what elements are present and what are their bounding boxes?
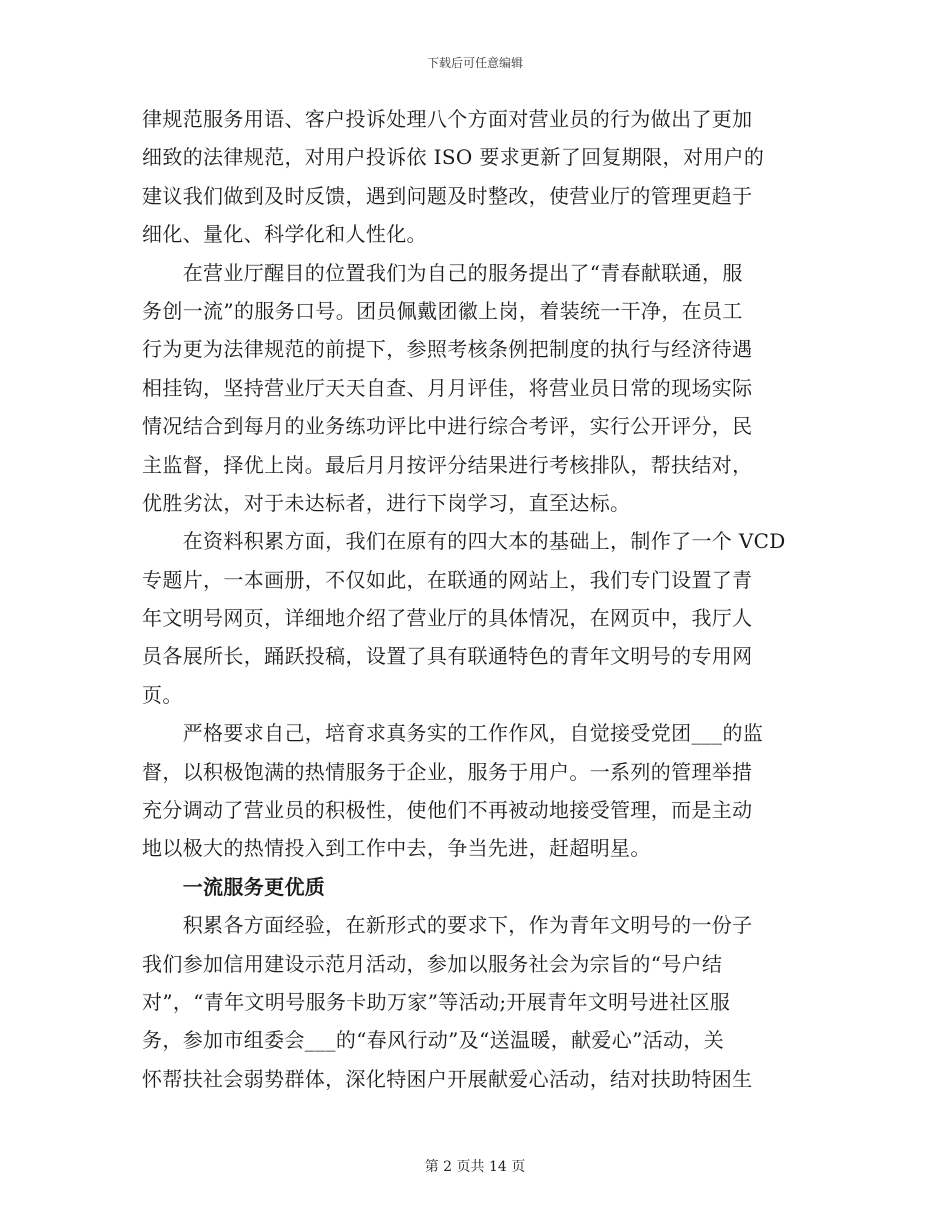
body-line: 页。 — [142, 682, 183, 707]
body-line: 相挂钩，坚持营业厅天天自查、月月评佳，将营业员日常的现场实际 — [142, 375, 753, 400]
body-line: 督，以积极饱满的热情服务于企业，服务于用户。一系列的管理举措 — [142, 759, 753, 784]
body-line: 在资料积累方面，我们在原有的四大本的基础上，制作了一个 VCD — [142, 529, 786, 554]
body-line: 严格要求自己，培育求真务实的工作作风，自觉接受党团___的监 — [142, 721, 764, 746]
header-note: 下载后可任意编辑 — [426, 56, 523, 70]
body-line: 律规范服务用语、客户投诉处理八个方面对营业员的行为做出了更加 — [142, 107, 753, 131]
section-heading: 一流服务更优质 — [142, 874, 326, 899]
body-line: 优胜劣汰，对于未达标者，进行下岗学习，直至达标。 — [142, 490, 631, 515]
body-line: 主监督，择优上岗。最后月月按评分结果进行考核排队，帮扶结对， — [142, 452, 753, 477]
body-line: 年文明号网页，详细地介绍了营业厅的具体情况，在网页中，我厅人 — [142, 606, 753, 631]
page-number: 第 2 页共 14 页 — [424, 1159, 526, 1175]
body-line: 务，参加市组委会___的“春风行动”及“送温暖，献爱心”活动，关 — [142, 1028, 725, 1053]
document-body — [142, 100, 810, 1098]
body-line: 对”，“青年文明号服务卡助万家”等活动;开展青年文明号进社区服 — [142, 989, 731, 1014]
body-line: 在营业厅醒目的位置我们为自己的服务提出了“青春献联通，服 — [142, 260, 743, 285]
body-line: 我们参加信用建设示范月活动，参加以服务社会为宗旨的“号户结 — [142, 951, 723, 976]
body-line: 充分调动了营业员的积极性，使他们不再被动地接受管理，而是主动 — [142, 798, 753, 823]
body-line: 务创一流”的服务口号。团员佩戴团徽上岗，着装统一干净，在员工 — [142, 298, 743, 323]
body-line: 细致的法律规范，对用户投诉依 ISO 要求更新了回复期限，对用户的 — [142, 145, 765, 170]
body-line: 情况结合到每月的业务练功评比中进行综合考评，实行公开评分，民 — [142, 414, 753, 439]
body-line: 员各展所长，踊跃投稿，设置了具有联通特色的青年文明号的专用网 — [142, 644, 753, 669]
body-line: 专题片，一本画册，不仅如此，在联通的网站上，我们专门设置了青 — [142, 567, 753, 592]
body-line: 建议我们做到及时反馈，遇到问题及时整改，使营业厅的管理更趋于 — [142, 183, 753, 208]
body-line: 怀帮扶社会弱势群体，深化特困户开展献爱心活动，结对扶助特困生 — [142, 1066, 753, 1091]
body-line: 细化、量化、科学化和人性化。 — [142, 222, 427, 247]
body-line: 行为更为法律规范的前提下，参照考核条例把制度的执行与经济待遇 — [142, 337, 753, 362]
body-line: 积累各方面经验，在新形式的要求下，作为青年文明号的一份子 — [142, 913, 753, 938]
body-line: 地以极大的热情投入到工作中去，争当先进，赶超明星。 — [142, 836, 651, 861]
